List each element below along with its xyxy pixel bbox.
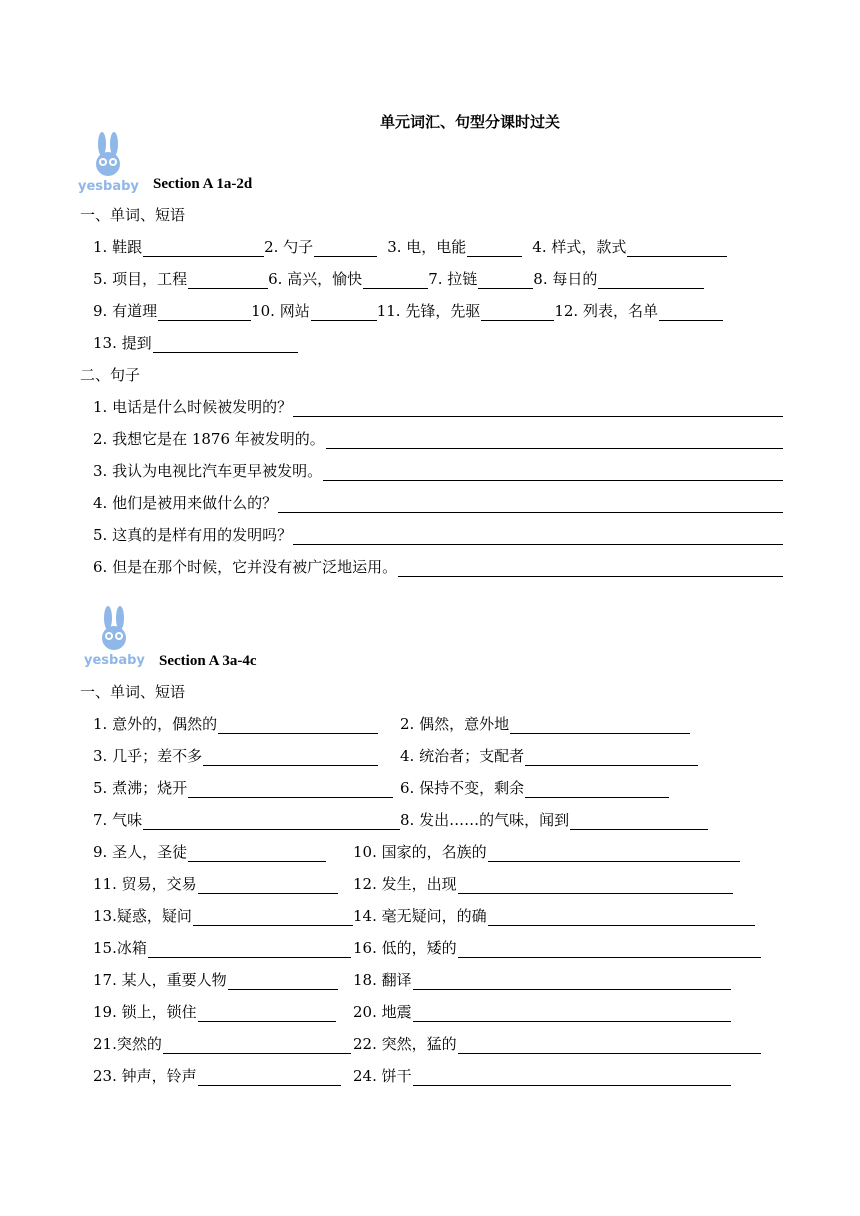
vocab-row [93,1066,731,1086]
vocab-item: 14. 毫无疑问，的确 [353,906,755,926]
vocab-row [93,970,731,990]
sentence-item: 2. 我想它是在 1876 年被发明的。 [93,429,783,449]
answer-blank[interactable] [510,717,690,734]
yesbaby-logo [78,130,148,194]
vocab-row [93,333,298,353]
answer-blank[interactable] [481,304,554,321]
answer-blank[interactable] [163,1037,351,1054]
vocab-item: 9. 圣人，圣徒 [93,842,353,862]
sentence-item: 6. 但是在那个时候，它并没有被广泛地运用。 [93,557,783,577]
vocab-item: 8. 每日的 [533,269,704,289]
vocab-row [93,301,723,321]
answer-blank[interactable] [413,1069,731,1086]
answer-blank[interactable] [153,336,298,353]
answer-blank[interactable] [293,400,783,417]
vocab-row [93,237,727,257]
answer-blank[interactable] [627,240,727,257]
answer-blank[interactable] [228,973,338,990]
answer-blank[interactable] [158,304,251,321]
answer-blank[interactable] [143,813,400,830]
vocab-item: 17. 某人，重要人物 [93,970,353,990]
vocab-row [93,778,669,798]
vocab-item: 3. 几乎；差不多 [93,746,400,766]
answer-blank[interactable] [458,941,761,958]
answer-blank[interactable] [323,464,783,481]
answer-blank[interactable] [525,781,669,798]
answer-blank[interactable] [311,304,377,321]
vocab-item: 19. 锁上，锁住 [93,1002,353,1022]
vocab-item: 5. 煮沸；烧开 [93,778,400,798]
vocab-item: 1. 鞋跟 [93,237,264,257]
answer-blank[interactable] [198,1005,336,1022]
answer-blank[interactable] [188,272,268,289]
vocab-row [93,810,708,830]
vocab-item: 4. 样式，款式 [532,237,727,257]
vocab-item: 15.冰箱 [93,938,353,958]
bunny-icon [84,604,154,654]
page-title: 单元词汇、句型分课时过关 [379,113,560,131]
vocab-row [93,269,704,289]
answer-blank[interactable] [198,877,338,894]
vocab-row [93,842,740,862]
logo-text: yesbaby [84,653,145,668]
vocab-row [93,714,690,734]
vocab-item: 11. 贸易，交易 [93,874,353,894]
vocab-item: 3. 电，电能 [387,237,522,257]
vocab-item: 10. 网站 [251,301,377,321]
sentence-item: 4. 他们是被用来做什么的？ [93,493,783,513]
answer-blank[interactable] [570,813,708,830]
vocab-item: 23. 钟声，铃声 [93,1066,353,1086]
answer-blank[interactable] [467,240,522,257]
vocab-item: 10. 国家的，名族的 [353,842,740,862]
vocab-item: 21.突然的 [93,1034,353,1054]
sentence-item: 5. 这真的是样有用的发明吗？ [93,525,783,545]
vocab-item: 20. 地震 [353,1002,731,1022]
section-title: Section A 3a-4c [159,653,257,669]
vocab-row [93,938,761,958]
answer-blank[interactable] [458,877,733,894]
vocab-item: 16. 低的，矮的 [353,938,761,958]
vocab-item: 18. 翻译 [353,970,731,990]
answer-blank[interactable] [218,717,378,734]
vocab-heading: 一、单词、短语 [80,683,186,701]
answer-blank[interactable] [413,973,731,990]
vocab-item: 2. 偶然，意外地 [400,714,690,734]
answer-blank[interactable] [293,528,783,545]
answer-blank[interactable] [659,304,723,321]
vocab-item: 11. 先锋，先驱 [377,301,555,321]
answer-blank[interactable] [188,781,393,798]
vocab-row [93,1034,761,1054]
vocab-row [93,1002,731,1022]
bunny-icon [78,130,148,180]
answer-blank[interactable] [203,749,378,766]
sentence-item: 1. 电话是什么时候被发明的？ [93,397,783,417]
answer-blank[interactable] [148,941,351,958]
logo-text: yesbaby [78,179,139,194]
answer-blank[interactable] [525,749,698,766]
vocab-item: 24. 饼干 [353,1066,731,1086]
vocab-row [93,746,698,766]
answer-blank[interactable] [398,560,783,577]
vocab-item: 12. 发生，出现 [353,874,733,894]
vocab-item: 6. 保持不变，剩余 [400,778,669,798]
answer-blank[interactable] [143,240,264,257]
vocab-item: 8. 发出……的气味，闻到 [400,810,708,830]
vocab-row [93,906,755,926]
vocab-item: 6. 高兴，愉快 [268,269,428,289]
answer-blank[interactable] [488,909,755,926]
answer-blank[interactable] [278,496,783,513]
vocab-heading: 一、单词、短语 [80,206,186,224]
vocab-item: 1. 意外的，偶然的 [93,714,400,734]
vocab-item: 7. 气味 [93,810,400,830]
yesbaby-logo [84,604,154,668]
answer-blank[interactable] [188,845,326,862]
answer-blank[interactable] [488,845,740,862]
section-title: Section A 1a-2d [153,176,253,192]
vocab-item: 12. 列表，名单 [554,301,723,321]
answer-blank[interactable] [198,1069,341,1086]
vocab-item: 4. 统治者；支配者 [400,746,698,766]
answer-blank[interactable] [193,909,353,926]
vocab-item: 13. 提到 [93,333,298,353]
vocab-item: 2. 勺子 [264,237,377,257]
answer-blank[interactable] [326,432,783,449]
answer-blank[interactable] [363,272,428,289]
answer-blank[interactable] [314,240,377,257]
vocab-item: 5. 项目，工程 [93,269,268,289]
vocab-row [93,874,733,894]
answer-blank[interactable] [598,272,704,289]
sentence-heading: 二、句子 [80,366,141,384]
answer-blank[interactable] [413,1005,731,1022]
answer-blank[interactable] [458,1037,761,1054]
vocab-item: 7. 拉链 [428,269,533,289]
vocab-item: 13.疑惑，疑问 [93,906,353,926]
sentence-item: 3. 我认为电视比汽车更早被发明。 [93,461,783,481]
vocab-item: 22. 突然，猛的 [353,1034,761,1054]
answer-blank[interactable] [478,272,533,289]
vocab-item: 9. 有道理 [93,301,251,321]
